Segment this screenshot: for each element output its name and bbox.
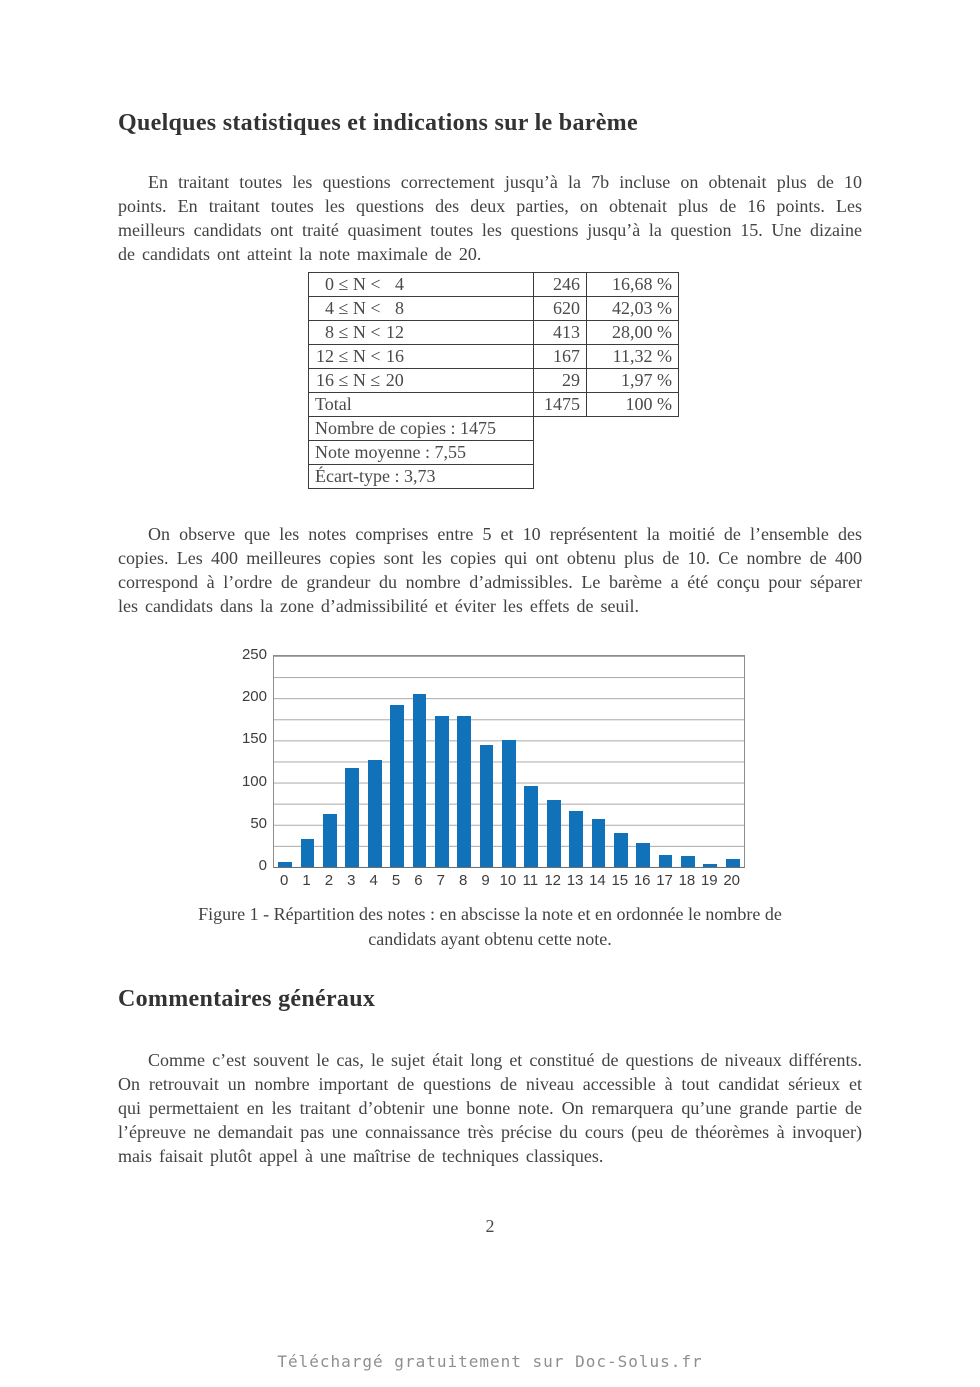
std-dev-cell: Écart-type : 3,73 <box>309 465 534 489</box>
empty-cell <box>587 417 679 441</box>
total-count-cell: 1475 <box>534 393 587 417</box>
bar-slot <box>408 656 430 867</box>
percent-cell: 1,97 % <box>587 369 679 393</box>
x-tick-label: 3 <box>347 872 356 889</box>
chart-x-axis-labels <box>273 872 743 889</box>
footer-watermark: Téléchargé gratuitement sur Doc-Solus.fr <box>277 1352 703 1371</box>
empty-cell <box>587 441 679 465</box>
bar-slot <box>587 656 609 867</box>
bar-note-18 <box>681 856 695 867</box>
bar-note-20 <box>726 859 740 867</box>
x-tick-label: 5 <box>391 872 401 889</box>
page-number: 2 <box>485 1216 495 1236</box>
figure-caption-line1: Figure 1 - Répartition des notes : en abscisse la note et en ordonnée le nombre de <box>198 904 782 924</box>
count-cell: 246 <box>534 273 587 297</box>
bar-note-13 <box>569 811 583 867</box>
bar-slot <box>498 656 520 867</box>
table-row-summary <box>309 417 679 441</box>
bar-note-2 <box>323 814 337 867</box>
range-cell: 0 ≤ N < 4 <box>309 273 534 297</box>
x-tick-label: 0 <box>280 872 289 889</box>
bar-note-17 <box>659 855 673 867</box>
page-title: Quelques statistiques et indications sur le barème <box>118 110 638 136</box>
range-cell: 16 ≤ N ≤ 20 <box>309 369 534 393</box>
bar-note-5 <box>390 705 404 867</box>
x-tick-label: 4 <box>369 872 378 889</box>
paragraph-observation: On observe que les notes comprises entre 5 et 10 représentent la moitié de l’ensemble des copies. Les 400 meilleures copies sont les copies qui ont obtenu plus de 10. Ce nombre de 400 correspond à l’ordre de grandeur du nombre d’admissibles. Le barème a été conçu pour séparer les candidats dans la zone d’admissibilité et éviter les effets de seuil. <box>118 524 862 616</box>
bar-slot <box>431 656 453 867</box>
table-row <box>309 321 679 345</box>
bar-slot <box>722 656 744 867</box>
bar-note-3 <box>345 768 359 867</box>
table-row <box>309 297 679 321</box>
copies-count-cell: Nombre de copies : 1475 <box>309 417 534 441</box>
total-label-cell: Total <box>309 393 534 417</box>
empty-cell <box>587 465 679 489</box>
bar-note-7 <box>435 716 449 867</box>
bar-note-0 <box>278 862 292 867</box>
y-tick-label: 200 <box>241 688 267 706</box>
bar-note-9 <box>480 745 494 867</box>
bar-note-14 <box>592 819 606 867</box>
count-cell: 620 <box>534 297 587 321</box>
x-tick-label: 9 <box>481 872 490 889</box>
mean-note-cell: Note moyenne : 7,55 <box>309 441 534 465</box>
paragraph-commentaires: Comme c’est souvent le cas, le sujet était long et constitué de questions de niveaux différents. On retrouvait un nombre important de questions de niveau accessible à tout candidat sérieux et qui permettaient en les traitant d’obtenir une bonne note. On remarquera qu’une grande partie de l’épreuve ne demandait pas une connaissance très précise du cours (peu de théorèmes à invoquer) mais faisait plutôt appel à une maîtrise de techniques classiques. <box>118 1050 862 1166</box>
y-tick-label: 50 <box>250 814 267 832</box>
paragraph-intro: En traitant toutes les questions correctement jusqu’à la 7b incluse on obtenait plus de 10 points. En traitant toutes les questions des deux parties, on obtenait plus de 16 points. Les meilleurs candidats ont traité quasiment toutes les questions jusqu’à la question 15. Une dizaine de candidats ont atteint la note maximale de 20. <box>118 172 862 264</box>
x-tick-label: 7 <box>436 872 445 889</box>
bar-slot <box>632 656 654 867</box>
empty-cell <box>534 417 587 441</box>
x-tick-label: 14 <box>589 872 606 889</box>
x-tick-label: 18 <box>678 872 696 889</box>
bar-slot <box>296 656 318 867</box>
bar-slot <box>341 656 363 867</box>
x-tick-label: 19 <box>700 872 718 889</box>
bar-slot <box>520 656 542 867</box>
figure-1-chart <box>235 646 747 894</box>
percent-cell: 42,03 % <box>587 297 679 321</box>
bar-slot <box>475 656 497 867</box>
range-cell: 12 ≤ N < 16 <box>309 345 534 369</box>
x-tick-label: 2 <box>324 872 334 889</box>
percent-cell: 16,68 % <box>587 273 679 297</box>
bar-slot <box>654 656 676 867</box>
x-tick-label: 12 <box>544 872 562 889</box>
count-cell: 167 <box>534 345 587 369</box>
empty-cell <box>534 465 587 489</box>
bar-note-12 <box>547 800 561 867</box>
table-row <box>309 345 679 369</box>
range-cell: 4 ≤ N < 8 <box>309 297 534 321</box>
y-tick-label: 100 <box>241 772 267 790</box>
count-cell: 29 <box>534 369 587 393</box>
bar-slot <box>364 656 386 867</box>
table-row-total <box>309 393 679 417</box>
bar-note-8 <box>457 716 471 867</box>
stats-table <box>308 272 679 489</box>
x-tick-label: 6 <box>414 872 423 889</box>
bar-slot <box>453 656 475 867</box>
y-tick-label: 0 <box>258 857 267 874</box>
bar-slot <box>699 656 721 867</box>
bar-note-10 <box>502 740 516 867</box>
table-row-summary <box>309 465 679 489</box>
total-percent-cell: 100 % <box>587 393 679 417</box>
x-tick-label: 1 <box>302 872 311 889</box>
percent-cell: 28,00 % <box>587 321 679 345</box>
bar-note-11 <box>524 786 538 867</box>
range-cell: 8 ≤ N < 12 <box>309 321 534 345</box>
bar-note-19 <box>703 864 717 867</box>
x-tick-label: 11 <box>522 872 539 889</box>
y-tick-label: 250 <box>241 646 267 663</box>
bar-note-1 <box>301 839 315 867</box>
section-title-commentaires: Commentaires généraux <box>118 986 376 1012</box>
x-tick-label: 13 <box>566 872 584 889</box>
chart-bars <box>274 656 744 867</box>
bar-slot <box>610 656 632 867</box>
table-row-summary <box>309 441 679 465</box>
bar-note-15 <box>614 833 628 867</box>
y-tick-label: 150 <box>241 730 267 748</box>
bar-note-6 <box>413 694 427 867</box>
bar-slot <box>274 656 296 867</box>
bar-note-16 <box>636 843 650 867</box>
bar-slot <box>319 656 341 867</box>
bar-slot <box>386 656 408 867</box>
x-tick-label: 20 <box>723 872 741 889</box>
figure-caption <box>118 902 862 952</box>
x-tick-label: 15 <box>611 872 629 889</box>
bar-slot <box>565 656 587 867</box>
figure-caption-line2: candidats ayant obtenu cette note. <box>368 929 612 949</box>
x-tick-label: 16 <box>633 872 651 889</box>
table-row <box>309 369 679 393</box>
x-tick-label: 8 <box>459 872 468 889</box>
empty-cell <box>534 441 587 465</box>
bar-slot <box>677 656 699 867</box>
bar-note-4 <box>368 760 382 867</box>
table-row <box>309 273 679 297</box>
bar-slot <box>543 656 565 867</box>
x-tick-label: 10 <box>499 872 517 889</box>
count-cell: 413 <box>534 321 587 345</box>
percent-cell: 11,32 % <box>587 345 679 369</box>
x-tick-label: 17 <box>656 872 673 889</box>
chart-plot-area <box>273 655 745 868</box>
